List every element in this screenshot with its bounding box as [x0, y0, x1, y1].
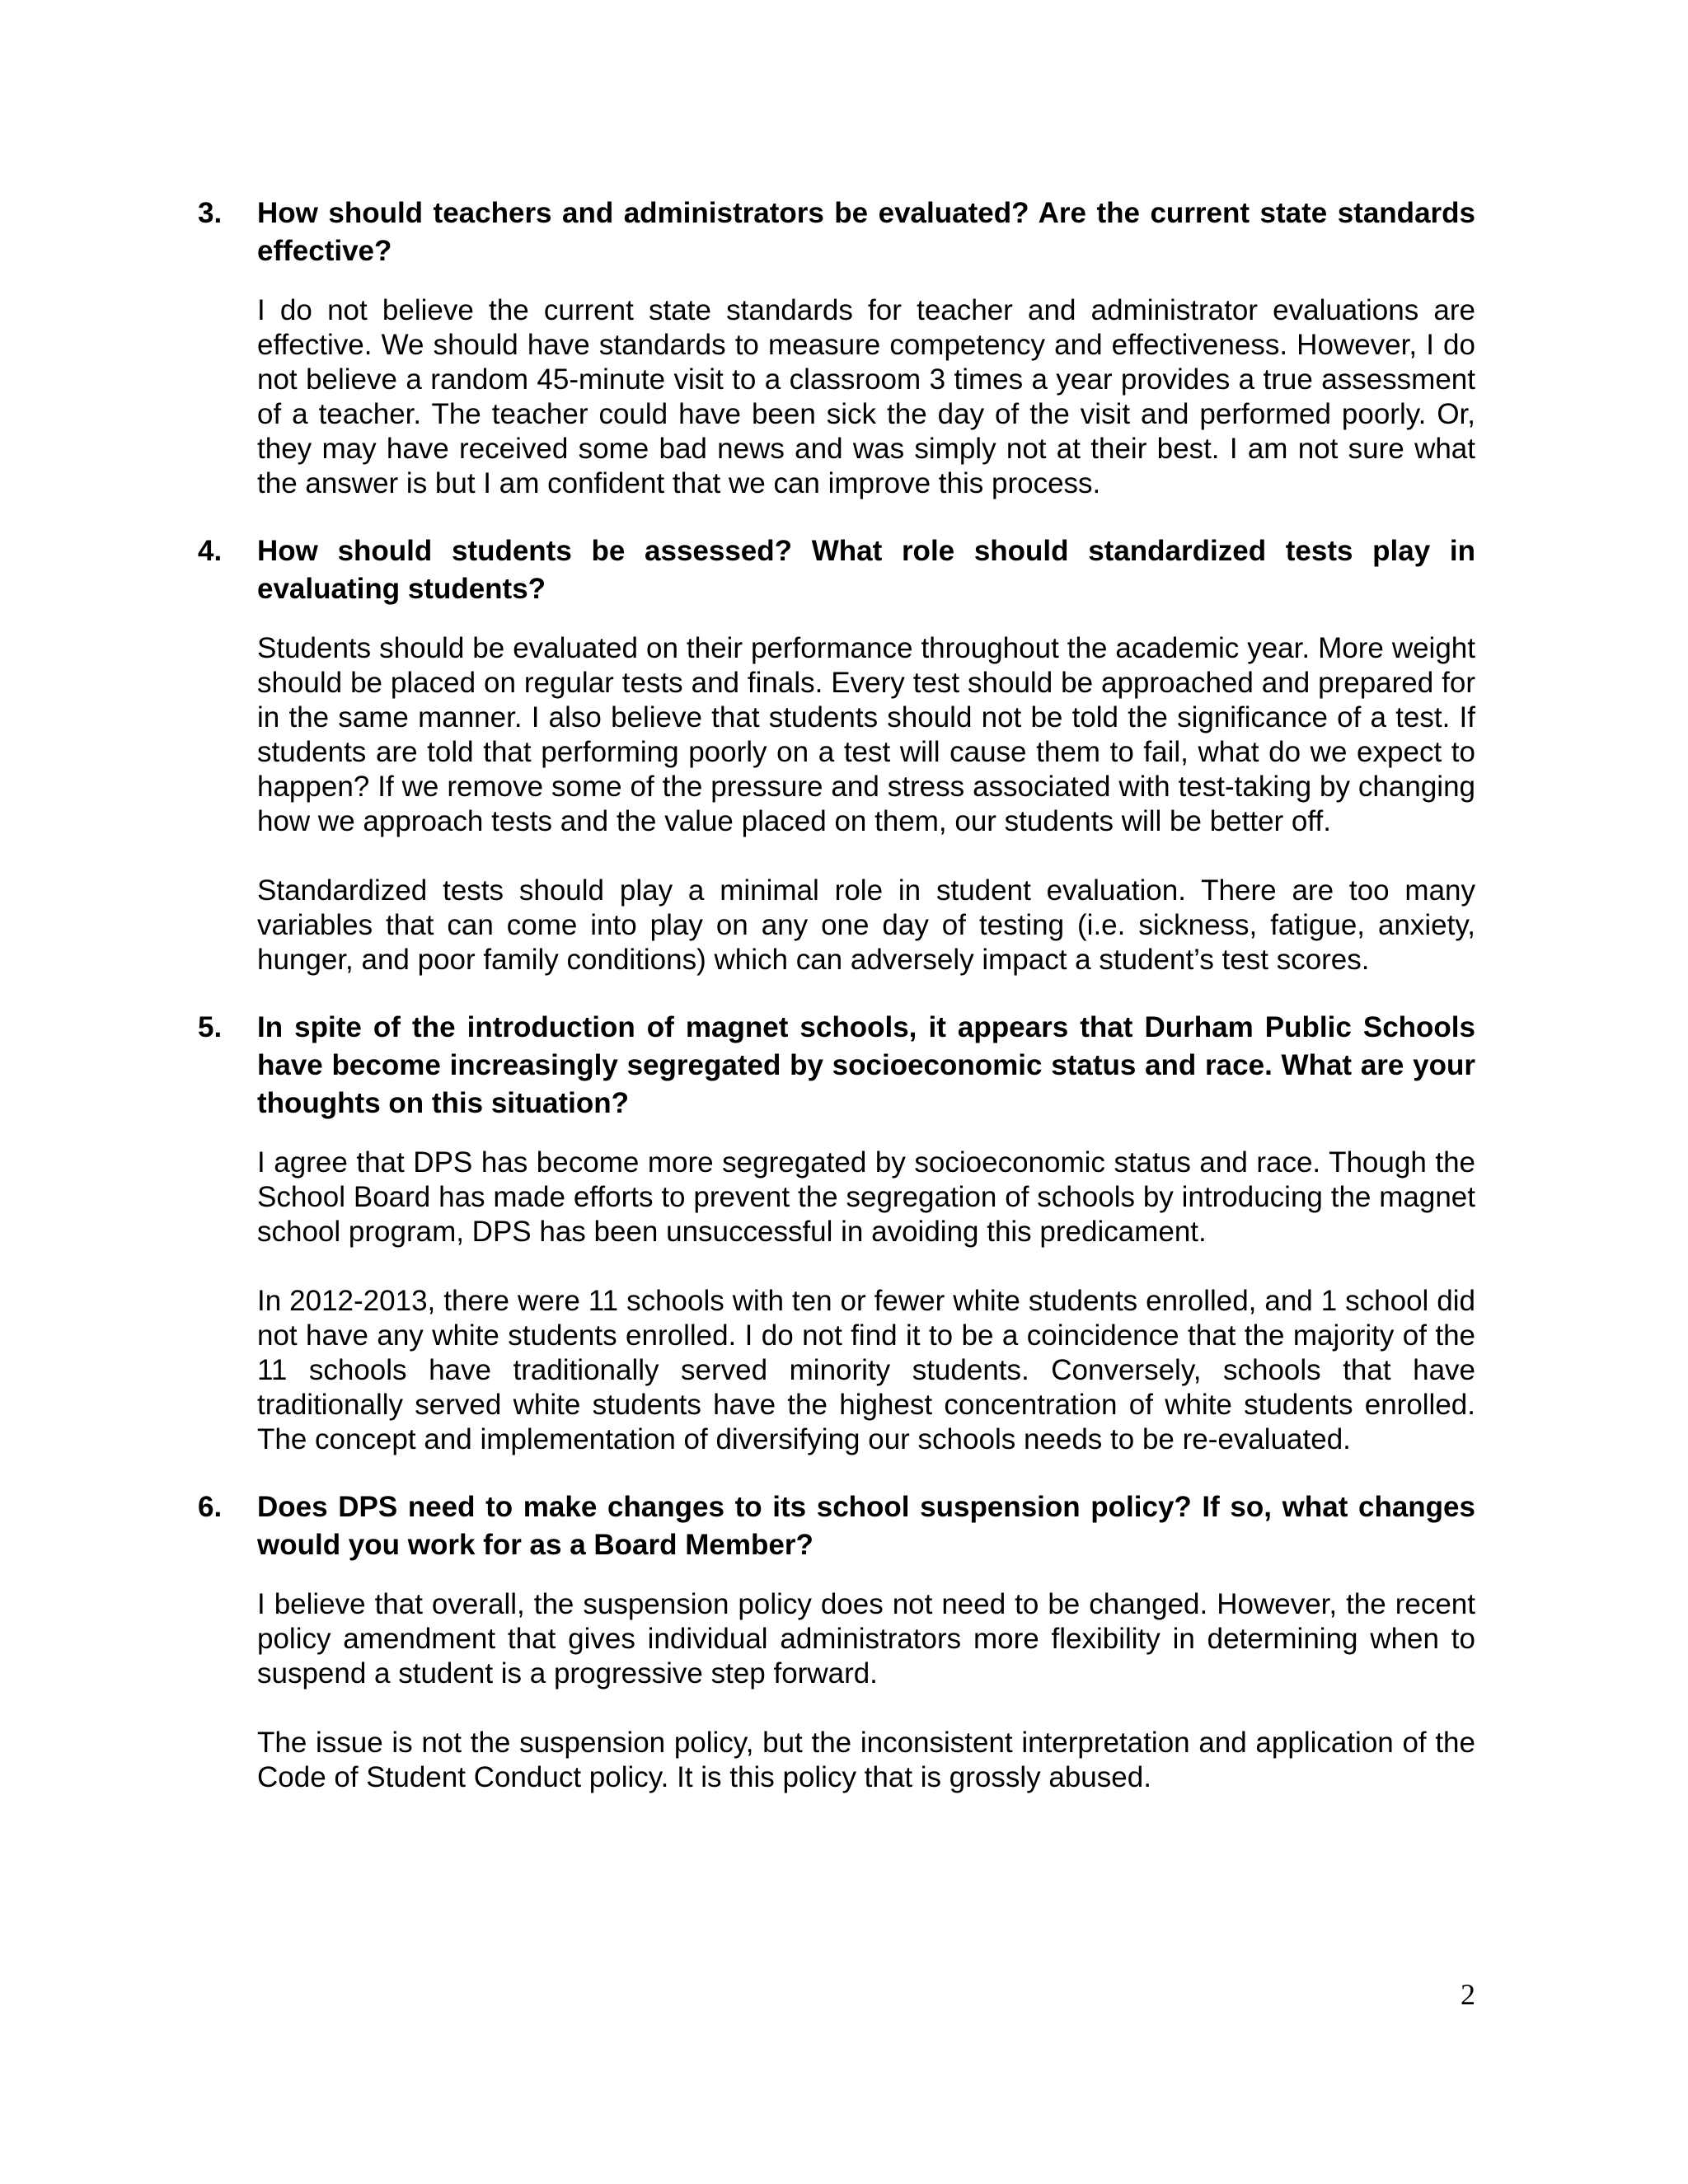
question-item-6	[198, 1488, 1475, 1795]
answer-paragraph: Standardized tests should play a minimal role in student evaluation. There are too many variables that can come into play on any one day of testing (i.e. sickness, fatigue, anxiety, hunger, and poor family conditions) which can adversely impact a student’s test scores.	[257, 874, 1475, 976]
item-number: 4.	[198, 535, 223, 567]
answer-paragraph: Students should be evaluated on their performance throughout the academic year. More weight should be placed on regular tests and finals. Every test should be approached and prepared for in the same manner. I also believe that students should not be told the significance of a test. If students are told that performing poorly on a test will cause them to fail, what do we expect to happen? If we remove some of the pressure and stress associated with test-taking by changing how we approach tests and the value placed on them, our students will be better off.	[257, 632, 1475, 837]
item-number: 3.	[198, 197, 223, 229]
question-item-3	[198, 194, 1475, 501]
item-number: 5.	[198, 1011, 223, 1043]
document-body	[198, 194, 1475, 1795]
answer-paragraph: I do not believe the current state standards for teacher and administrator evaluations are effective. We should have standards to measure competency and effectiveness. However, I do not believe a random 45-minute visit to a classroom 3 times a year provides a true assessment of a teacher. The teacher could have been sick the day of the visit and performed poorly. Or, they may have received some bad news and was simply not at their best. I am not sure what the answer is but I am confident that we can improve this process.	[257, 294, 1475, 499]
question-text: Does DPS need to make changes to its school suspension policy? If so, what changes would you work for as a Board Member?	[257, 1491, 1475, 1561]
question-text: In spite of the introduction of magnet schools, it appears that Durham Public Schools have become increasingly segregated by socioeconomic status and race. What are your thoughts on this situation?	[257, 1011, 1475, 1119]
answer-paragraph: The issue is not the suspension policy, but the inconsistent interpretation and application of the Code of Student Conduct policy. It is this policy that is grossly abused.	[257, 1727, 1475, 1793]
answer-paragraph: In 2012-2013, there were 11 schools with ten or fewer white students enrolled, and 1 school did not have any white students enrolled. I do not find it to be a coincidence that the majority of the 11 schools have traditionally served minority students. Conversely, schools that have traditionally served white students have the highest concentration of white students enrolled. The concept and implementation of diversifying our schools needs to be re-evaluated.	[257, 1285, 1475, 1455]
question-item-4	[198, 532, 1475, 977]
question-text: How should teachers and administrators be evaluated? Are the current state standards effective?	[257, 197, 1475, 267]
answer-paragraph: I believe that overall, the suspension policy does not need to be changed. However, the recent policy amendment that gives individual administrators more flexibility in determining when to suspend a student is a progressive step forward.	[257, 1588, 1475, 1690]
answer-paragraph: I agree that DPS has become more segregated by socioeconomic status and race. Though the School Board has made efforts to prevent the segregation of schools by introducing the magnet school program, DPS has been unsuccessful in avoiding this predicament.	[257, 1146, 1475, 1248]
page-number: 2	[1461, 1978, 1475, 2011]
item-number: 6.	[198, 1491, 223, 1523]
question-text: How should students be assessed? What role should standardized tests play in evaluating students?	[257, 535, 1475, 605]
question-item-5	[198, 1009, 1475, 1457]
